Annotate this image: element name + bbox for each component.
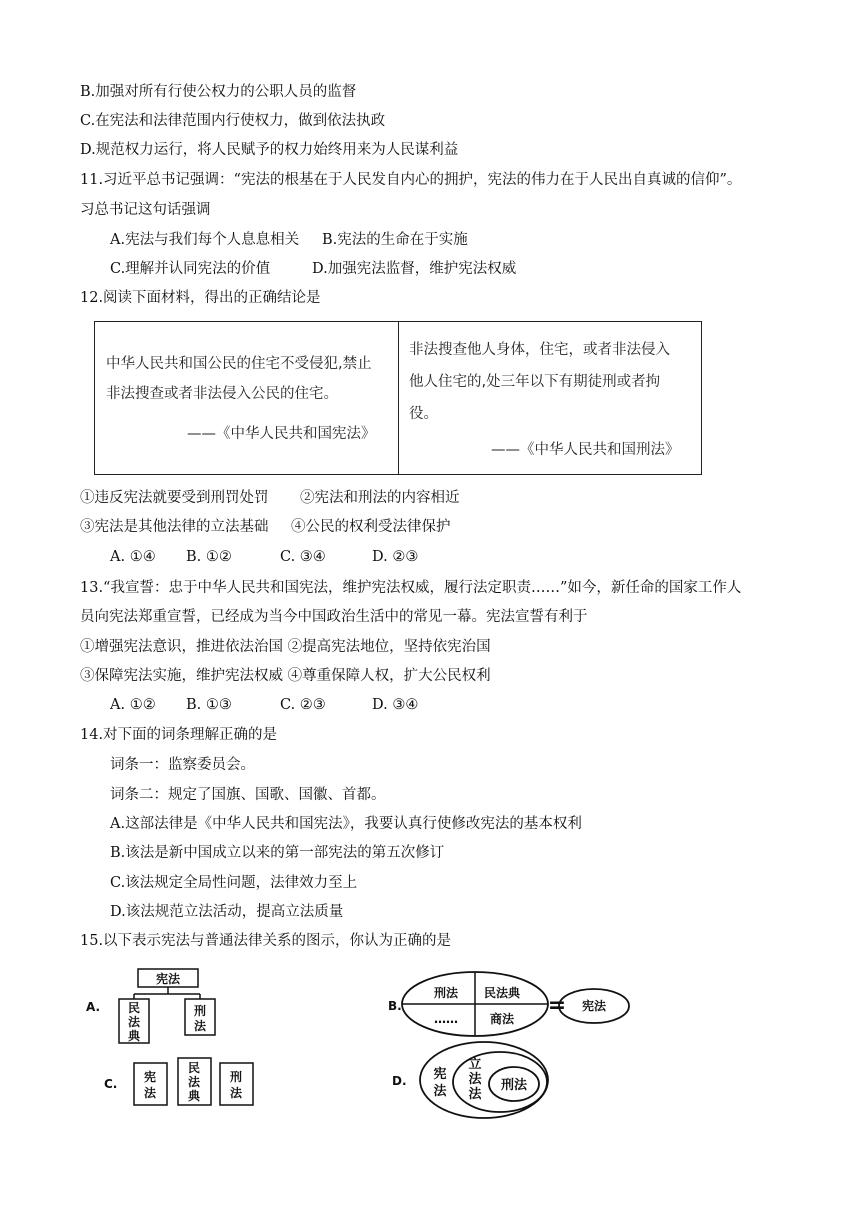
- figure-a-label: A.: [86, 1000, 101, 1014]
- material-left-source: ——《中华人民共和国宪法》: [187, 426, 376, 442]
- material-right-line2: 他人住宅的,处三年以下有期徒刑或者拘: [409, 374, 661, 390]
- figure-a-constitution-text: 宪法: [155, 972, 181, 986]
- q11-stem-cont: 习总书记这句话强调: [80, 202, 211, 218]
- q11-option-a: A.宪法与我们每个人息息相关: [110, 232, 300, 248]
- figure-c-civil-3: 典: [187, 1089, 201, 1103]
- figure-a-civil-1: 民: [127, 1001, 141, 1015]
- figure-c-const-1: 宪: [143, 1070, 157, 1084]
- figure-b-ellipsis: ……: [434, 1012, 458, 1026]
- figure-a-civil-2: 法: [127, 1015, 141, 1029]
- material-constitution-cell: [95, 322, 399, 474]
- q13-option-a: A. ①②: [110, 697, 156, 713]
- figure-c-label: C.: [104, 1077, 118, 1091]
- q10-option-d: D.规范权力运行，将人民赋予的权力始终用来为人民谋利益: [80, 142, 459, 158]
- q13-option-c: C. ②③: [280, 697, 326, 713]
- figure-d-outer-2: 法: [433, 1084, 447, 1099]
- q11-option-b: B.宪法的生命在于实施: [322, 232, 468, 248]
- q13-statements-1-2: ①增强宪法意识，推进依法治国 ②提高宪法地位，坚持依宪治国: [80, 639, 491, 655]
- figure-b-commercial: 商法: [489, 1012, 515, 1026]
- figure-d-outer-1: 宪: [433, 1067, 447, 1082]
- q14-option-d: D.该法规范立法活动，提高立法质量: [110, 904, 344, 920]
- q14-option-b: B.该法是新中国成立以来的第一部宪法的第五次修订: [110, 845, 445, 861]
- q12-option-c: C. ③④: [280, 549, 326, 565]
- figure-b-label: B.: [388, 999, 402, 1013]
- q13-option-b: B. ①③: [186, 697, 232, 713]
- figure-c-crim-1: 刑: [229, 1070, 243, 1084]
- figure-a-criminal-1: 刑: [193, 1004, 207, 1018]
- figure-b-criminal: 刑法: [433, 986, 459, 1000]
- q13-option-d: D. ③④: [372, 697, 419, 713]
- q14-entry-1: 词条一：监察委员会。: [110, 757, 255, 773]
- figure-a-civil-3: 典: [127, 1029, 141, 1043]
- material-left-line1: 中华人民共和国公民的住宅不受侵犯,禁止: [106, 356, 372, 372]
- q15-figure-a: [86, 964, 246, 1050]
- figure-b-civil-code: 民法典: [483, 986, 521, 1000]
- q15-figure-c: [104, 1056, 264, 1112]
- q13-stem: 13.“我宣誓：忠于中华人民共和国宪法，维护宪法权威，履行法定职责……”如今，新任命的国家工作人: [80, 580, 742, 596]
- q12-option-b: B. ①②: [186, 549, 232, 565]
- q12-option-a: A. ①④: [110, 549, 156, 565]
- q10-option-b: B.加强对所有行使公权力的公职人员的监督: [80, 84, 357, 100]
- q11-option-c: C.理解并认同宪法的价值: [110, 261, 271, 277]
- figure-d-label: D.: [392, 1074, 407, 1088]
- material-right-line1: 非法搜查他人身体，住宅，或者非法侵入: [409, 342, 670, 358]
- figure-d-mid-3: 法: [468, 1087, 482, 1102]
- q12-stem: 12.阅读下面材料，得出的正确结论是: [80, 290, 321, 306]
- figure-b-equals: =: [547, 993, 567, 1018]
- figure-c-const-2: 法: [143, 1086, 157, 1100]
- q13-stem-cont: 员向宪法郑重宣誓，已经成为当今中国政治生活中的常见一幕。宪法宣誓有利于: [80, 609, 588, 625]
- q15-stem: 15.以下表示宪法与普通法律关系的图示，你认为正确的是: [80, 933, 452, 949]
- material-left-line2: 非法搜查或者非法侵入公民的住宅。: [106, 386, 338, 402]
- figure-c-civil-2: 法: [187, 1075, 201, 1089]
- figure-b-constitution: 宪法: [581, 999, 607, 1013]
- figure-d-inner: 刑法: [500, 1078, 528, 1093]
- figure-d-mid-1: 立: [468, 1057, 482, 1072]
- q12-option-d: D. ②③: [372, 549, 419, 565]
- q15-figure-d: [392, 1030, 572, 1126]
- q12-statement-1: ①违反宪法就要受到刑罚处罚: [80, 490, 269, 506]
- q12-material-table: [94, 321, 702, 475]
- q11-stem: 11.习近平总书记强调：“宪法的根基在于人民发自内心的拥护，宪法的伟力在于人民出自真诚的信仰”。: [80, 172, 742, 188]
- q14-option-c: C.该法规定全局性问题，法律效力至上: [110, 875, 358, 891]
- figure-c-civil-1: 民: [187, 1061, 201, 1075]
- q12-statement-2: ②宪法和刑法的内容相近: [300, 490, 460, 506]
- q10-option-c: C.在宪法和法律范围内行使权力，做到依法执政: [80, 113, 386, 129]
- q12-statement-4: ④公民的权利受法律保护: [291, 519, 451, 535]
- q12-statement-3: ③宪法是其他法律的立法基础: [80, 519, 269, 535]
- material-right-line3: 役。: [409, 406, 438, 422]
- q14-stem: 14.对下面的词条理解正确的是: [80, 727, 278, 743]
- figure-c-crim-2: 法: [229, 1086, 243, 1100]
- q14-option-a: A.这部法律是《中华人民共和国宪法》，我要认真行使修改宪法的基本权利: [110, 816, 582, 832]
- q13-statements-3-4: ③保障宪法实施，维护宪法权威 ④尊重保障人权，扩大公民权利: [80, 668, 491, 684]
- material-criminal-law-cell: [399, 322, 701, 474]
- q11-option-d: D.加强宪法监督，维护宪法权威: [312, 261, 517, 277]
- q14-entry-2: 词条二：规定了国旗、国歌、国徽、首都。: [110, 787, 386, 803]
- figure-a-criminal-2: 法: [193, 1019, 207, 1033]
- figure-d-mid-2: 法: [468, 1072, 482, 1087]
- material-right-source: ——《中华人民共和国刑法》: [491, 442, 680, 458]
